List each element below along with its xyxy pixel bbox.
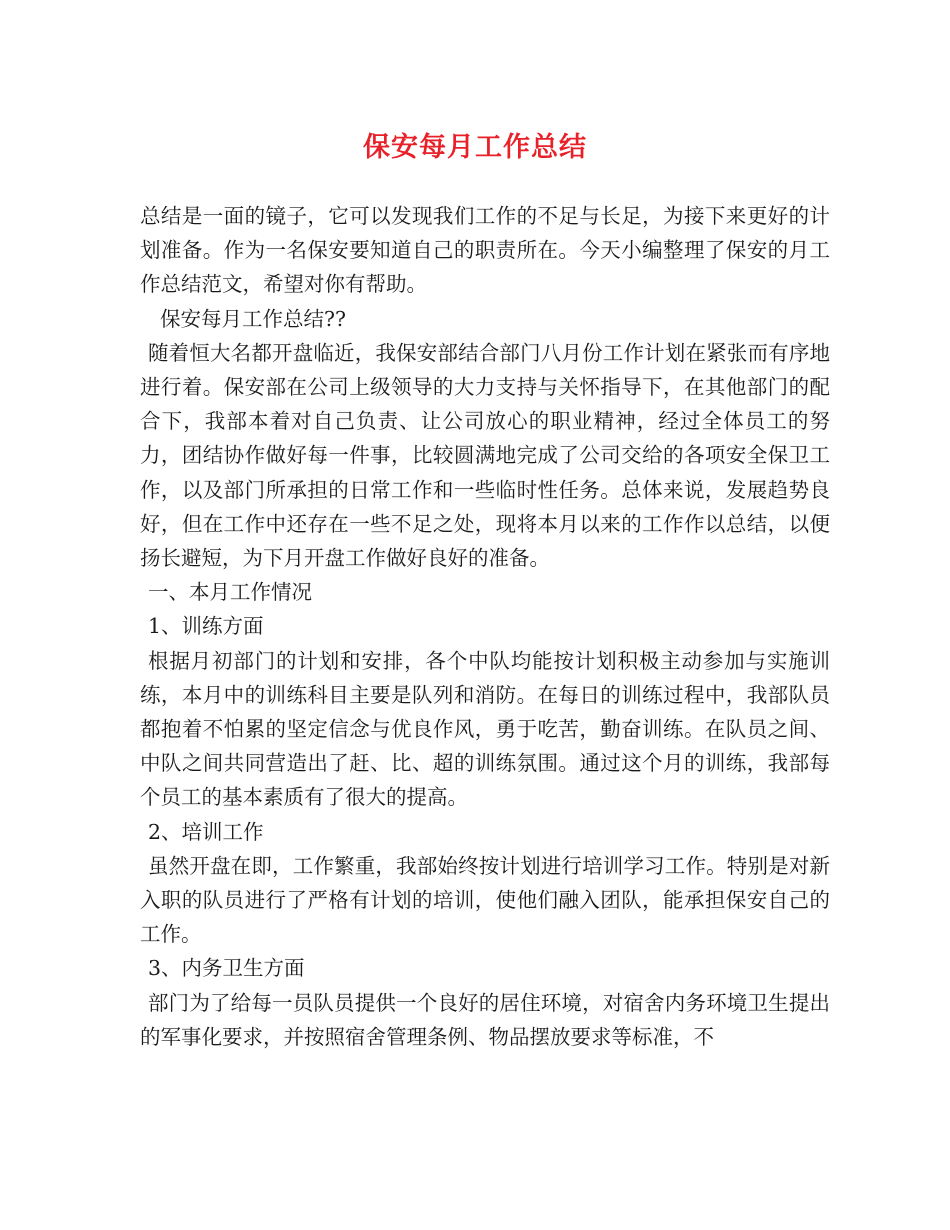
document-title: 保安每月工作总结 <box>363 132 587 163</box>
section-heading: 一、本月工作情况 <box>148 580 312 605</box>
body-paragraph: 虽然开盘在即，工作繁重，我部始终按计划进行培训学习工作。特别是对新入职的队员进行了严格有计划的培训，使他们融入团队，能承担保安自己的工作。 <box>140 853 830 947</box>
body-paragraph: 部门为了给每一员队员提供一个良好的居住环境，对宿舍内务环境卫生提出的军事化要求，并按照宿舍管理条例、物品摆放要求等标准，不 <box>140 990 830 1049</box>
subsection-heading: 3、内务卫生方面 <box>148 956 305 981</box>
subsection-heading: 1、训练方面 <box>148 614 264 639</box>
document-body <box>140 199 830 1054</box>
body-paragraph: 随着恒大名都开盘临近，我保安部结合部门八月份工作计划在紧张而有序地进行着。保安部在公司上级领导的大力支持与关怀指导下，在其他部门的配合下，我部本着对自己负责、让公司放心的职业精神，经过全体员工的努力，团结协作做好每一件事，比较圆满地完成了公司交给的各项安全保卫工作，以及部门所承担的日常工作和一些临时性任务。总体来说，发展趋势良好，但在工作中还存在一些不足之处，现将本月以来的工作作以总结，以便扬长避短，为下月开盘工作做好良好的准备。 <box>140 340 830 571</box>
subtitle-line: 保安每月工作总结?? <box>160 306 346 331</box>
subsection-heading: 2、培训工作 <box>148 819 264 844</box>
intro-paragraph: 总结是一面的镜子，它可以发现我们工作的不足与长足，为接下来更好的计划准备。作为一名保安要知道自己的职责所在。今天小编整理了保安的月工作总结范文，希望对你有帮助。 <box>140 204 830 297</box>
body-paragraph: 根据月初部门的计划和安排，各个中队均能按计划积极主动参加与实施训练，本月中的训练科目主要是队列和消防。在每日的训练过程中，我部队员都抱着不怕累的坚定信念与优良作风，勇于吃苦，勤奋训练。在队员之间、中队之间共同营造出了赶、比、超的训练氛围。通过这个月的训练，我部每个员工的基本素质有了很大的提高。 <box>140 648 830 810</box>
